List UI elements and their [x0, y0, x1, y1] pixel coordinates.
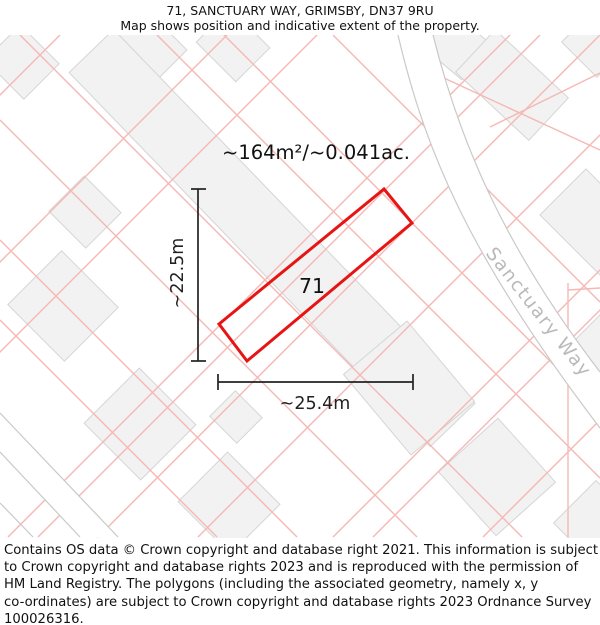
map-canvas — [0, 35, 600, 538]
page-title: 71, SANCTUARY WAY, GRIMSBY, DN37 9RU — [166, 3, 434, 18]
height-dimension-label: ~22.5m — [168, 237, 188, 309]
property-map — [0, 35, 600, 538]
street-name-label: Sanctuary Way — [481, 243, 596, 382]
footer-line: co-ordinates) are subject to Crown copyright and database rights 2023 Ordnance Survey — [4, 594, 592, 610]
building — [178, 452, 280, 538]
building — [84, 368, 196, 480]
building — [540, 169, 600, 275]
footer-line: HM Land Registry. The polygons (including the associated geometry, namely x, y — [4, 577, 539, 593]
footer-line: 100026316. — [4, 611, 84, 625]
building — [439, 418, 556, 535]
building — [554, 481, 600, 538]
header — [0, 0, 600, 35]
building — [49, 176, 121, 248]
building — [196, 35, 270, 82]
copyright-footer — [0, 538, 600, 625]
page-subtitle: Map shows position and indicative extent of the property. — [120, 18, 480, 33]
road-edge — [0, 503, 33, 537]
footer-line: Contains OS data © Crown copyright and database right 2021. This information is subject — [4, 543, 599, 558]
area-label: ~164m²/~0.041ac. — [222, 141, 410, 164]
width-dimension-label: ~25.4m — [279, 394, 351, 414]
boundary-line — [568, 288, 600, 290]
plot-number-label: 71 — [298, 274, 326, 298]
footer-line: to Crown copyright and database rights 2023 and is reproduced with the permission of — [4, 560, 579, 576]
